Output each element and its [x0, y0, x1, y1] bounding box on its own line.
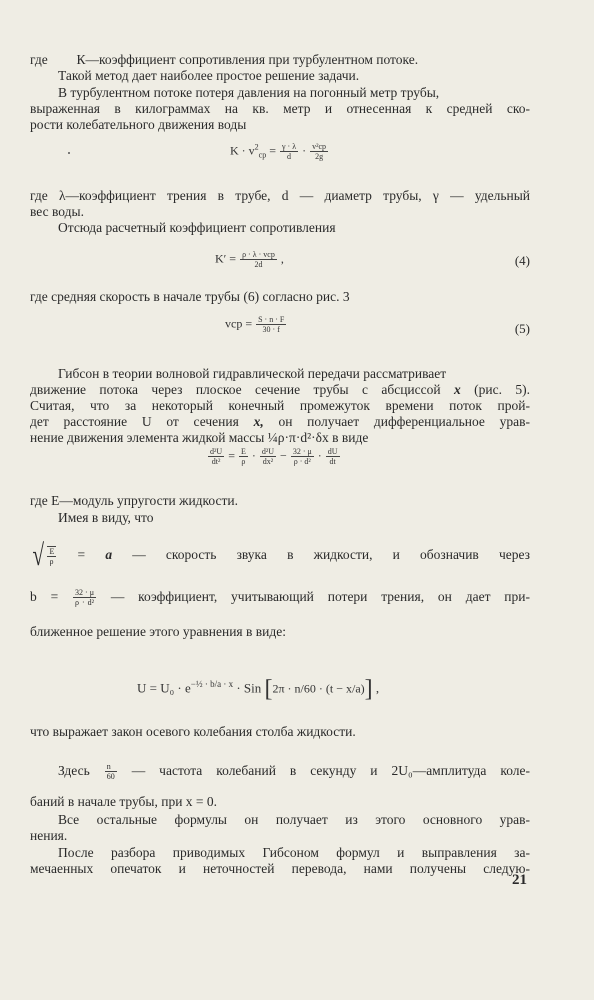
- text-line: √ $\frac{E}{\rho}$ = a — скорость звука в жидкости, и обозначив через: [32, 538, 530, 572]
- equation-5: vcp = $\frac{S \cdot n \cdot F}{30 \cdot f}$: [225, 315, 285, 334]
- text-line: Считая, что за некоторый конечный промежуток времени поток прой-: [30, 398, 530, 413]
- text-line: В турбулентном потоке потеря давления на погонный метр трубы,: [58, 85, 440, 100]
- text-line: баний в начале трубы, при x = 0.: [30, 794, 218, 809]
- page-number: 21: [512, 872, 527, 888]
- text-line: выраженная в килограммах на кв. метр и отнесенная к средней ско-: [30, 101, 530, 116]
- text-line: После разбора приводимых Гибсоном формул и выправления за-: [58, 845, 530, 860]
- text-line: Имея в виду, что: [58, 510, 154, 525]
- text-line: где E—модуль упругости жидкости.: [30, 493, 238, 508]
- text-line: Отсюда расчетный коэффициент сопротивления: [58, 220, 336, 235]
- text-line: b = $\frac{32 \cdot \mu}{\text{ρ · d²}}$ — коэффициент, учитывающий потери трения, он дает при-: [30, 588, 530, 608]
- text-line: нения.: [30, 828, 68, 843]
- text-line: Гибсон в теории волновой гидравлической передачи рассматривает: [58, 366, 447, 381]
- text-line: что выражает закон осевого колебания столба жидкости.: [30, 724, 356, 739]
- text-line: Такой метод дает наиболее простое решение задачи.: [58, 68, 360, 83]
- text-line: Здесь $\frac{n}{60}$ — частота колебаний в секунду и 2U₀—амплитуда коле-: [58, 762, 531, 782]
- text-line: вес воды.: [30, 204, 84, 219]
- text-line: рости колебательного движения воды: [30, 117, 247, 132]
- equation-4: K′ = $\frac{\text{ρ · λ · vcp}}{2d}$ ,: [215, 250, 284, 269]
- text-line: нение движения элемента жидкой массы ¼ρ·π·d²·δx в виде: [30, 430, 369, 445]
- text-line: ближенное решение этого уравнения в виде:: [30, 624, 286, 639]
- text-line: мечаенных опечаток и неточностей перевода, нами получены следую-: [30, 861, 530, 876]
- text-line: где средняя скорость в начале трубы (6) согласно рис. 3: [30, 289, 350, 304]
- equation-wave: $\frac{\text{d²U}}{\text{dt²}}$ = $\frac{E}{\rho}$ · $\frac{\text{d²U}}{\text{dx²}}$ − $\frac{32 \cdot \mu}{\text{ρ · d²}}$ · $\frac{dU}{dt}$: [210, 447, 338, 466]
- text-line: дет расстояние U от сечения x, он получает дифференциальное урав-: [30, 414, 531, 429]
- text-line: где К—коэффициент сопротивления при турбулентном потоке.: [30, 52, 419, 67]
- print-speck: [68, 152, 70, 154]
- text-line: где λ—коэффициент трения в трубе, d — диаметр трубы, γ — удельный: [30, 188, 530, 203]
- equation-number: (4): [514, 253, 530, 268]
- text-line: движение потока через плоское сечение трубы с абсциссой x (рис. 5).: [30, 382, 530, 397]
- sqrt-sign: √: [32, 538, 44, 572]
- equation-solution: $U = U_0 \cdot e^{-\frac{1}{2} \cdot b/a \cdot x}$ · Sin [2π · n/60 · (t − x/a)] ,: [137, 676, 380, 702]
- text-line: Все остальные формулы он получает из этого основного урав-: [58, 812, 530, 827]
- equation-friction-loss: $K \cdot v^2_{cp}$ = $\frac{\gamma \cdot \lambda}{d}$ · $\frac{\text{v²cp}}{2g}$: [230, 142, 327, 161]
- equation-number: (5): [514, 321, 530, 336]
